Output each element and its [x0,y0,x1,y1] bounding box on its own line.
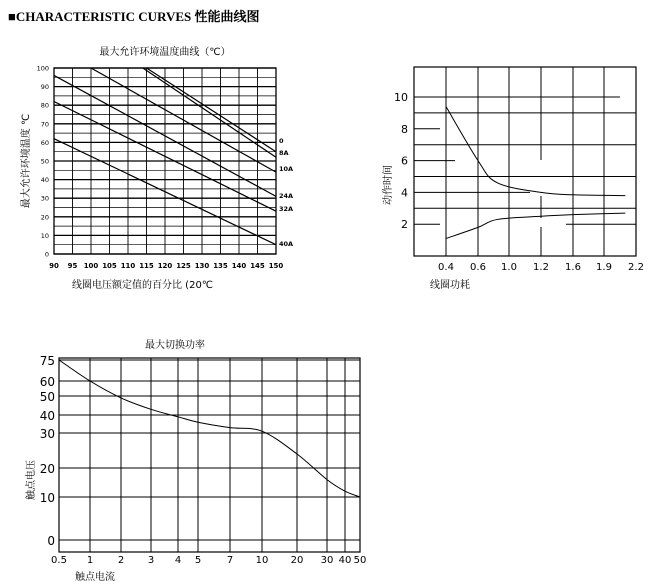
series-label: 8A [279,149,289,157]
chart-title: 最大切换功率 [145,340,205,351]
y-tick-label: 20 [39,462,55,476]
y-tick-label: 2 [401,218,408,232]
page-title: ■CHARACTERISTIC CURVES 性能曲线图 [8,9,260,24]
x-tick-label: 125 [176,262,191,270]
x-tick-label: 30 [320,555,334,566]
x-tick-label: 115 [139,262,154,270]
y-tick-label: 40 [39,409,55,423]
y-tick-label: 30 [40,194,49,203]
y-tick-label: 60 [39,375,55,389]
series-label: 32A [279,205,294,213]
y-tick-label: 100 [36,64,49,73]
x-tick-label: 1.6 [565,262,581,273]
y-axis-title: 最大允许环境温度 ℃ [21,113,32,209]
y-axis-title: 动作时间 [383,165,394,205]
y-tick-label: 8 [401,122,408,136]
series-label: 40A [279,240,294,248]
x-tick-label: 10 [255,555,269,566]
y-tick-label: 4 [401,186,408,200]
y-tick-label: 10 [394,91,408,104]
x-axis-title: 线圈功耗 [430,280,470,291]
y-tick-label: 60 [40,138,49,147]
x-tick-label: 0.6 [470,262,486,273]
x-tick-label: 0.5 [51,555,67,566]
x-tick-label: 150 [268,262,284,270]
x-tick-label: 110 [120,262,136,270]
x-tick-label: 40 [338,555,352,566]
x-tick-label: 145 [250,262,265,270]
y-tick-label: 0 [47,534,55,548]
x-tick-label: 1 [86,555,94,566]
upper-curve [446,107,625,196]
x-tick-label: 135 [213,262,228,270]
chart-title: 最大允许环境温度曲线（℃） [99,47,231,58]
series-label: 24A [279,192,294,200]
x-tick-label: 95 [67,262,78,270]
x-tick-label: 1.9 [596,262,612,273]
y-axis-title: 触点电压 [26,460,37,500]
x-axis-title: 触点电流 [75,572,115,583]
plot-frame [414,67,636,256]
x-tick-label: 5 [194,555,202,566]
y-tick-label: 0 [44,250,49,259]
series-label: 10A [279,165,294,173]
y-tick-label: 30 [39,427,55,441]
x-tick-label: 0.4 [438,262,454,273]
x-axis-title: 线圈电压额定值的百分比 (20℃ [72,280,214,291]
y-tick-label: 10 [39,491,55,505]
switching-power-chart [24,338,366,583]
series-line-8a [143,68,276,157]
x-tick-label: 1.2 [533,262,549,273]
y-tick-label: 80 [40,101,49,110]
y-tick-label: 70 [40,120,49,129]
x-tick-label: 105 [102,262,117,270]
x-tick-label: 7 [226,555,234,566]
y-tick-label: 50 [39,390,55,404]
x-tick-label: 140 [231,262,247,270]
operate-time-chart [381,67,644,291]
x-tick-label: 50 [353,555,367,566]
y-tick-label: 90 [40,83,49,92]
y-tick-label: 75 [39,354,55,368]
x-tick-label: 3 [147,555,155,566]
x-tick-label: 100 [83,262,99,270]
y-tick-label: 6 [401,154,408,168]
x-tick-label: 120 [157,262,173,270]
x-tick-label: 1.0 [501,262,517,273]
x-tick-label: 20 [290,555,304,566]
y-tick-label: 10 [40,231,49,240]
y-tick-label: 40 [40,176,49,185]
x-tick-label: 130 [194,262,210,270]
lower-curve [446,213,625,238]
series-label: 0 [279,137,284,145]
plot-frame [59,358,360,552]
x-tick-label: 90 [49,262,59,270]
x-tick-label: 4 [174,555,182,566]
y-tick-label: 20 [40,213,49,222]
y-tick-label: 50 [40,157,49,166]
x-tick-label: 2 [117,555,125,566]
temperature-chart [19,45,293,291]
x-tick-label: 2.2 [628,262,644,273]
